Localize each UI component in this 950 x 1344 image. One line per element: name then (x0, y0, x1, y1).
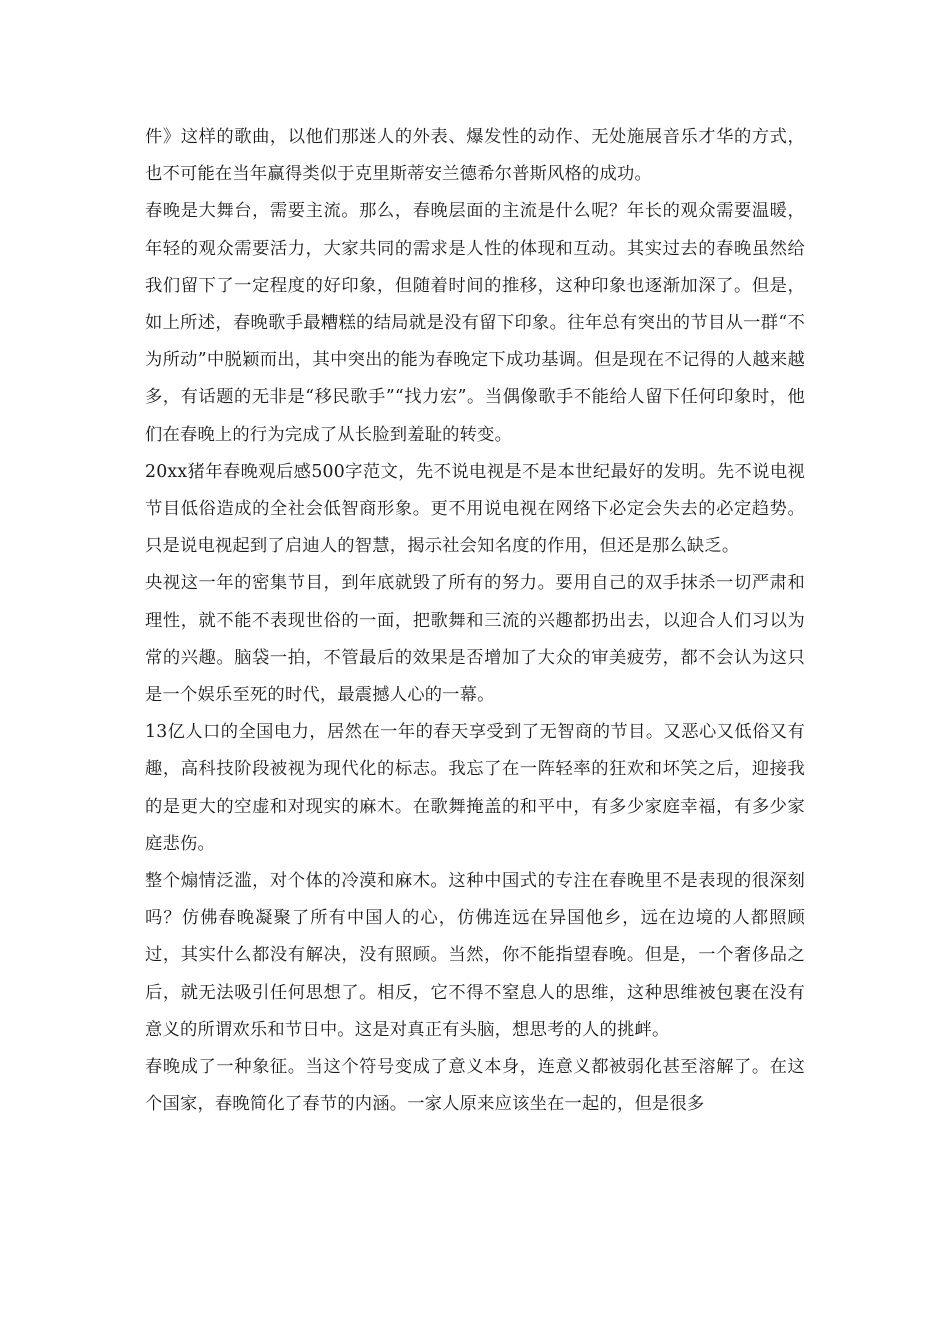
paragraph-3: 20xx猪年春晚观后感500字范文，先不说电视是不是本世纪最好的发明。先不说电视节目低俗造成的全社会低智商形象。更不用说电视在网络下必定会失去的必定趋势。只是说电视起到了启迪人的智慧，揭示社会知名度的作用，但还是那么缺乏。 (145, 461, 805, 557)
document-body (145, 119, 805, 1123)
paragraph-4: 央视这一年的密集节目，到年底就毁了所有的努力。要用自己的双手抹杀一切严肃和理性，就不能不表现世俗的一面，把歌舞和三流的兴趣都扔出去，以迎合人们习以为常的兴趣。脑袋一拍，不管最后的效果是否增加了大众的审美疲劳，都不会认为这只是一个娱乐至死的时代，最震撼人心的一幕。 (145, 573, 805, 706)
paragraph-7: 春晚成了一种象征。当这个符号变成了意义本身，连意义都被弱化甚至溶解了。在这个国家，春晚简化了春节的内涵。一家人原来应该坐在一起的，但是很多 (145, 1057, 805, 1115)
paragraph-6: 整个煽情泛滥，对个体的冷漠和麻木。这种中国式的专注在春晚里不是表现的很深刻吗？仿佛春晚凝聚了所有中国人的心，仿佛连远在异国他乡，远在边境的人都照顾过，其实什么都没有解决，没有照顾。当然，你不能指望春晚。但是，一个奢侈品之后，就无法吸引任何思想了。相反，它不得不窒息人的思维，这种思维被包裹在没有意义的所谓欢乐和节日中。这是对真正有头脑，想思考的人的挑衅。 (145, 871, 805, 1040)
paragraph-5: 13亿人口的全国电力，居然在一年的春天享受到了无智商的节目。又恶心又低俗又有趣，高科技阶段被视为现代化的标志。我忘了在一阵轻率的狂欢和坏笑之后，迎接我的是更大的空虚和对现实的麻木。在歌舞掩盖的和平中，有多少家庭幸福，有多少家庭悲伤。 (145, 722, 805, 854)
paragraph-2: 春晚是大舞台，需要主流。那么，春晚层面的主流是什么呢？年长的观众需要温暖，年轻的观众需要活力，大家共同的需求是人性的体现和互动。其实过去的春晚虽然给我们留下了一定程度的好印象，但随着时间的推移，这种印象也逐渐加深了。但是，如上所述，春晚歌手最糟糕的结局就是没有留下印象。往年总有突出的节目从一群“不为所动”中脱颖而出，其中突出的能为春晚定下成功基调。但是现在不记得的人越来越多，有话题的无非是“移民歌手”“找力宏”。当偶像歌手不能给人留下任何印象时，他们在春晚上的行为完成了从长脸到羞耻的转变。 (145, 201, 805, 445)
paragraph-1: 件》这样的歌曲，以他们那迷人的外表、爆发性的动作、无处施展音乐才华的方式，也不可能在当年赢得类似于克里斯蒂安兰德希尔普斯风格的成功。 (145, 127, 805, 185)
